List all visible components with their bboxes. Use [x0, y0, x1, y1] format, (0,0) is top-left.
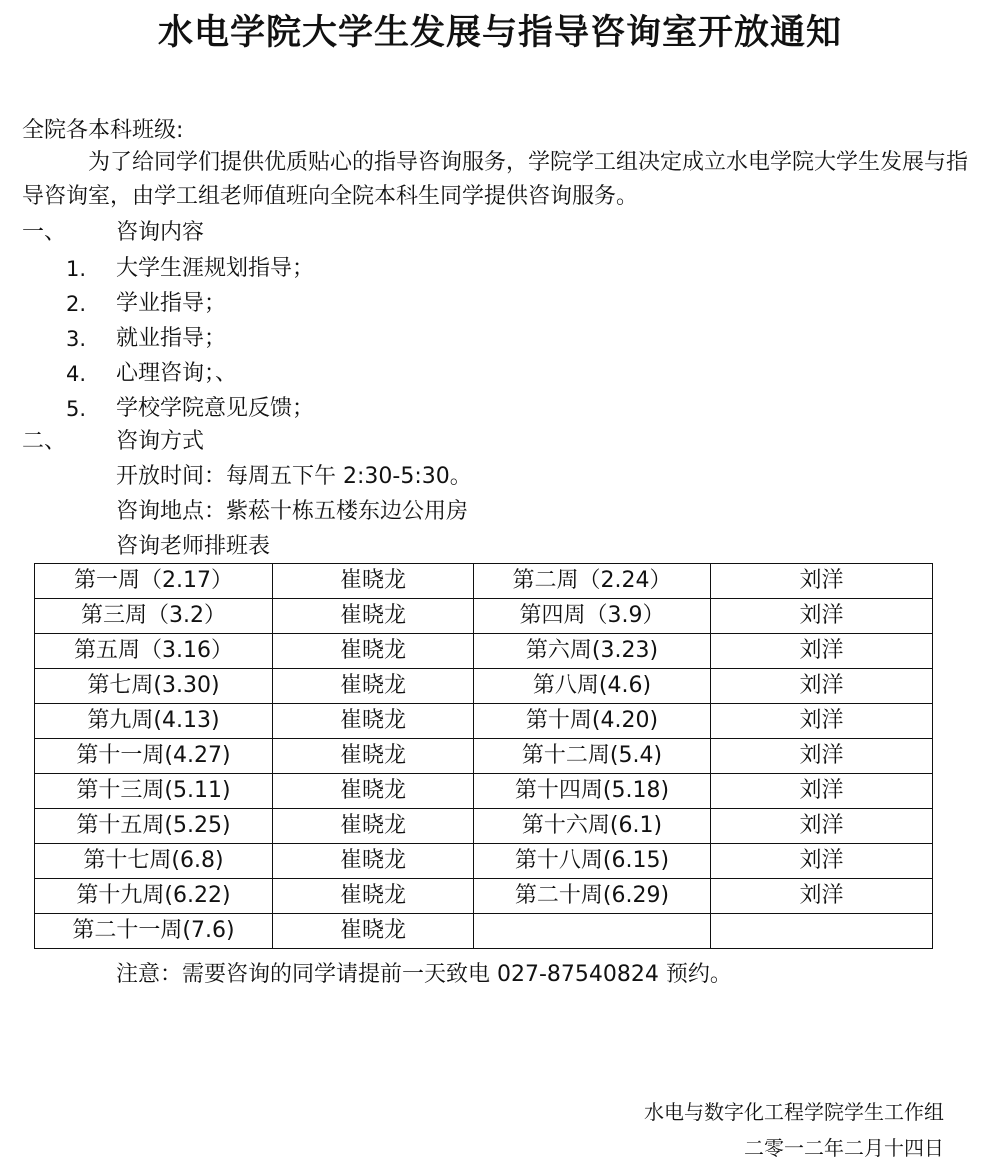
week-cell: 第十四周(5.18): [474, 774, 711, 809]
section-1-number: 一、: [22, 220, 67, 245]
teacher-cell: 崔晓龙: [273, 669, 474, 704]
footer-organization: 水电与数字化工程学院学生工作组: [644, 1100, 944, 1124]
list-item: 心理咨询；、: [116, 361, 238, 386]
list-item: 大学生涯规划指导；: [116, 256, 315, 281]
week-cell: 第二十一周(7.6): [35, 914, 273, 949]
teacher-cell: [711, 914, 933, 949]
list-item: 学业指导；: [116, 291, 227, 316]
list-item-number: 3.: [66, 327, 87, 351]
week-cell: [474, 914, 711, 949]
table-row: [35, 914, 933, 949]
teacher-cell: 刘洋: [711, 774, 933, 809]
week-cell: 第八周(4.6): [474, 669, 711, 704]
list-item-number: 5.: [66, 397, 87, 421]
teacher-cell: 刘洋: [711, 844, 933, 879]
list-item-number: 1.: [66, 257, 87, 281]
teacher-cell: 刘洋: [711, 704, 933, 739]
notice-title: 水电学院大学生发展与指导咨询室开放通知: [157, 13, 842, 53]
table-row: [35, 844, 933, 879]
teacher-cell: 崔晓龙: [273, 704, 474, 739]
week-cell: 第十周(4.20): [474, 704, 711, 739]
teacher-cell: 刘洋: [711, 739, 933, 774]
teacher-cell: 刘洋: [711, 809, 933, 844]
list-item: 就业指导；: [116, 326, 227, 351]
teacher-cell: 崔晓龙: [273, 564, 474, 599]
week-cell: 第九周(4.13): [35, 704, 273, 739]
teacher-cell: 崔晓龙: [273, 914, 474, 949]
teacher-cell: 崔晓龙: [273, 599, 474, 634]
week-cell: 第七周(3.30): [35, 669, 273, 704]
table-row: [35, 634, 933, 669]
week-cell: 第五周（3.16）: [35, 634, 273, 669]
list-item: 学校学院意见反馈；: [116, 396, 315, 421]
section-2-number: 二、: [22, 429, 67, 454]
table-row: [35, 704, 933, 739]
salutation: 全院各本科班级:: [22, 118, 184, 143]
teacher-cell: 刘洋: [711, 564, 933, 599]
table-row: [35, 774, 933, 809]
teacher-cell: 崔晓龙: [273, 879, 474, 914]
teacher-cell: 刘洋: [711, 879, 933, 914]
list-item-number: 2.: [66, 292, 87, 316]
week-cell: 第十一周(4.27): [35, 739, 273, 774]
schedule-table: [34, 563, 933, 949]
week-cell: 第十三周(5.11): [35, 774, 273, 809]
table-row: [35, 669, 933, 704]
week-cell: 第十九周(6.22): [35, 879, 273, 914]
table-row: [35, 879, 933, 914]
teacher-cell: 崔晓龙: [273, 634, 474, 669]
open-time: 开放时间：每周五下午 2:30-5:30。: [116, 464, 472, 489]
table-row: [35, 564, 933, 599]
week-cell: 第二周（2.24）: [474, 564, 711, 599]
week-cell: 第十七周(6.8): [35, 844, 273, 879]
teacher-cell: 刘洋: [711, 634, 933, 669]
table-row: [35, 599, 933, 634]
week-cell: 第四周（3.9）: [474, 599, 711, 634]
location: 咨询地点：紫菘十栋五楼东边公用房: [116, 499, 469, 524]
list-item-number: 4.: [66, 362, 87, 386]
booking-note: 注意：需要咨询的同学请提前一天致电 027-87540824 预约。: [116, 962, 732, 987]
footer-date: 二零一二年二月十四日: [744, 1136, 944, 1160]
teacher-cell: 刘洋: [711, 669, 933, 704]
table-row: [35, 809, 933, 844]
teacher-cell: 崔晓龙: [273, 809, 474, 844]
schedule-title: 咨询老师排班表: [116, 534, 271, 559]
week-cell: 第十八周(6.15): [474, 844, 711, 879]
section-2-title: 咨询方式: [116, 429, 205, 454]
week-cell: 第六周(3.23): [474, 634, 711, 669]
week-cell: 第十二周(5.4): [474, 739, 711, 774]
teacher-cell: 崔晓龙: [273, 844, 474, 879]
week-cell: 第三周（3.2）: [35, 599, 273, 634]
week-cell: 第十六周(6.1): [474, 809, 711, 844]
teacher-cell: 刘洋: [711, 599, 933, 634]
week-cell: 第十五周(5.25): [35, 809, 273, 844]
week-cell: 第一周（2.17）: [35, 564, 273, 599]
intro-paragraph: 为了给同学们提供优质贴心的指导咨询服务，学院学工组决定成立水电学院大学生发展与指导咨询室，由学工组老师值班向全院本科生同学提供咨询服务。: [22, 150, 969, 209]
table-row: [35, 739, 933, 774]
teacher-cell: 崔晓龙: [273, 739, 474, 774]
week-cell: 第二十周(6.29): [474, 879, 711, 914]
section-1-title: 咨询内容: [116, 220, 205, 245]
teacher-cell: 崔晓龙: [273, 774, 474, 809]
